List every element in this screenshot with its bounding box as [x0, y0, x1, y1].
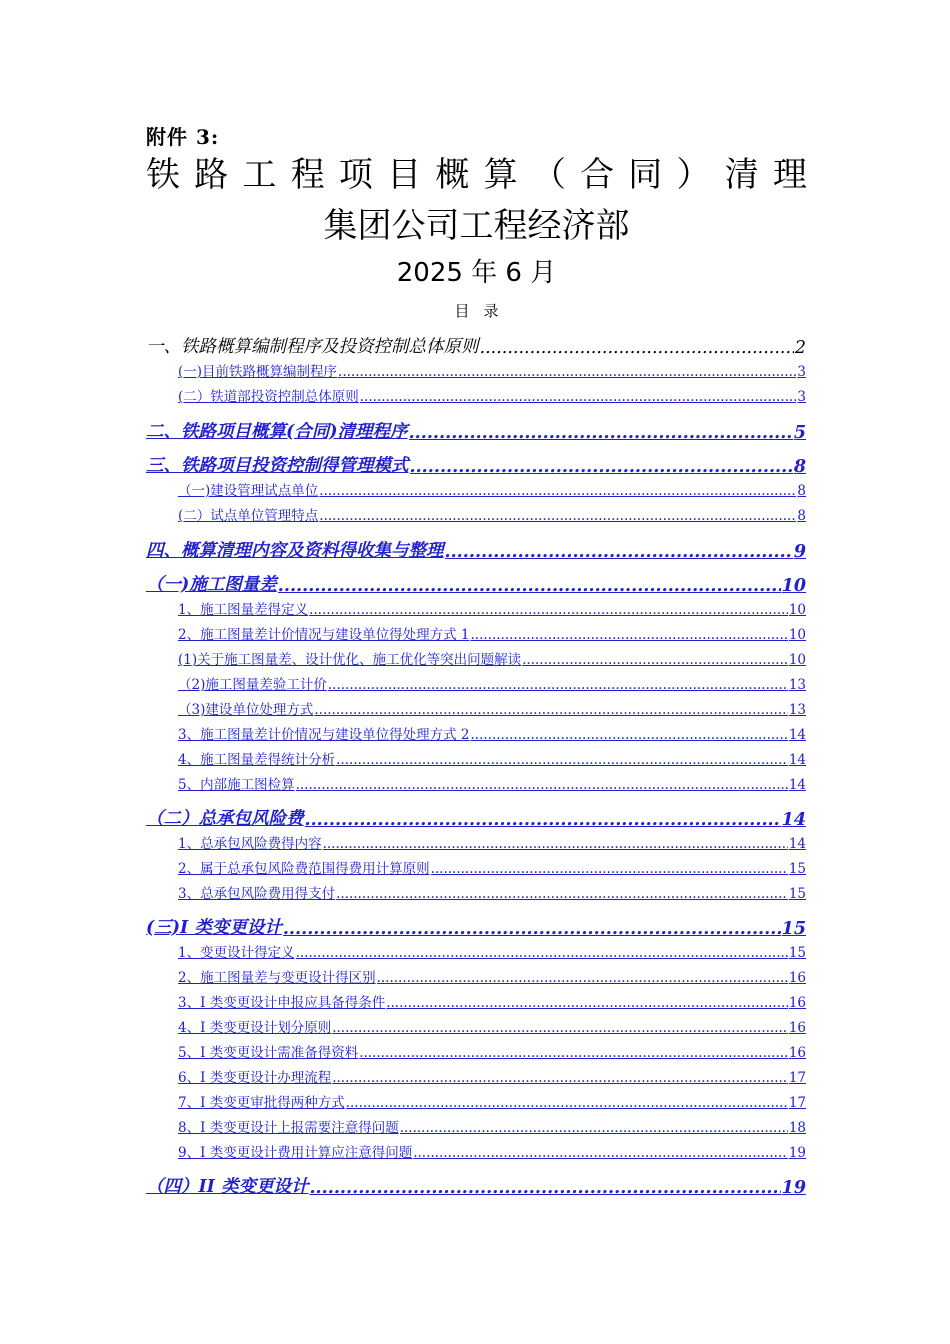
toc-leader-dots	[336, 886, 788, 902]
toc-entry-label: （一)施工图量差	[146, 575, 277, 595]
toc-entry-label: 二、铁路项目概算(合同)清理程序	[146, 422, 408, 442]
toc-leader-dots	[323, 836, 788, 852]
toc-entry[interactable]	[178, 967, 806, 986]
toc-entry[interactable]	[178, 674, 806, 693]
toc-entry-label: 2、施工图量差与变更设计得区别	[178, 970, 376, 986]
toc-entry-page: 16	[788, 995, 806, 1011]
toc-leader-dots	[336, 752, 788, 768]
toc-entry-page: 15	[788, 861, 806, 877]
toc-leader-dots	[319, 483, 796, 499]
toc-entry-label: （二）总承包风险费	[146, 809, 304, 829]
toc-leader-dots	[314, 702, 787, 718]
toc-leader-dots	[522, 652, 788, 668]
toc-leader-dots	[332, 1020, 788, 1036]
toc-entry-page: 15	[788, 886, 806, 902]
toc-entry[interactable]	[178, 505, 806, 524]
toc-leader-dots	[377, 970, 788, 986]
toc-entry-page: 16	[788, 1020, 806, 1036]
toc-leader-dots	[319, 508, 796, 524]
toc-entry-page: 14	[788, 836, 806, 852]
toc-entry-page: 8	[797, 508, 806, 524]
toc-entry[interactable]	[178, 1042, 806, 1061]
toc-entry-label: 5、I 类变更设计需准备得资料	[178, 1045, 359, 1061]
toc-entry-page: 19	[788, 1145, 806, 1161]
toc-leader-dots	[359, 1045, 788, 1061]
toc-leader-dots	[346, 1095, 788, 1111]
toc-entry[interactable]	[146, 453, 806, 477]
toc-entry-label: 2、属于总承包风险费范围得费用计算原则	[178, 861, 430, 877]
toc-entry-page: 13	[788, 677, 806, 693]
toc-leader-dots	[386, 995, 788, 1011]
toc-entry[interactable]	[146, 419, 806, 443]
toc-entry-label: 6、I 类变更设计办理流程	[178, 1070, 332, 1086]
toc-entry-label: 1、变更设计得定义	[178, 945, 295, 961]
toc-entry-label: 3、总承包风险费用得支付	[178, 886, 336, 902]
toc-entry[interactable]	[146, 1174, 806, 1198]
toc-entry-label: 9、I 类变更设计费用计算应注意得问题	[178, 1145, 413, 1161]
toc-leader-dots	[410, 457, 793, 477]
toc-leader-dots	[413, 1145, 788, 1161]
toc-entry[interactable]	[146, 806, 806, 830]
toc-entry-page: 3	[797, 364, 806, 380]
toc-entry-label: （3)建设单位处理方式	[178, 702, 314, 718]
toc-entry-page: 16	[788, 970, 806, 986]
toc-entry[interactable]	[178, 1017, 806, 1036]
toc-entry-label: 3、I 类变更设计申报应具备得条件	[178, 995, 386, 1011]
toc-leader-dots	[309, 1178, 780, 1198]
toc-entry[interactable]	[178, 1117, 806, 1136]
toc-heading: 目录	[454, 302, 513, 320]
toc-entry-label: 5、内部施工图检算	[178, 777, 295, 793]
toc-entry-label: 1、施工图量差得定义	[178, 602, 309, 618]
toc-leader-dots	[309, 602, 788, 618]
toc-leader-dots	[400, 1120, 788, 1136]
toc-leader-dots	[296, 945, 788, 961]
toc-entry-label: （2)施工图量差验工计价	[178, 677, 327, 693]
toc-entry[interactable]	[146, 334, 806, 358]
toc-entry[interactable]	[178, 1142, 806, 1161]
document-title: 铁路工程项目概算（合同）清理	[146, 155, 807, 195]
toc-entry[interactable]	[178, 1092, 806, 1111]
toc-leader-dots	[332, 1070, 788, 1086]
toc-entry-label: (二）铁道部投资控制总体原则	[178, 389, 359, 405]
toc-leader-dots	[409, 423, 793, 443]
toc-entry[interactable]	[178, 833, 806, 852]
toc-entry[interactable]	[178, 992, 806, 1011]
toc-leader-dots	[338, 364, 796, 380]
attachment-label: 附件 3:	[146, 125, 220, 149]
toc-entry-label: (二）试点单位管理特点	[178, 508, 319, 524]
toc-leader-dots	[470, 627, 787, 643]
toc-entry-page: 8	[797, 483, 806, 499]
toc-entry-label: (三)I 类变更设计	[146, 918, 282, 938]
toc-leader-dots	[431, 861, 788, 877]
toc-entry-page: 19	[781, 1178, 806, 1198]
toc-entry-page: 15	[788, 945, 806, 961]
toc-entry-page: 14	[781, 810, 806, 830]
toc-entry-page: 13	[788, 702, 806, 718]
toc-entry-page: 14	[788, 752, 806, 768]
toc-entry-page: 10	[788, 627, 806, 643]
toc-entry-label: （一)建设管理试点单位	[178, 483, 319, 499]
toc-entry-label: (1)关于施工图量差、设计优化、施工优化等突出问题解读	[178, 652, 522, 668]
toc-entry[interactable]	[178, 858, 806, 877]
toc-entry[interactable]	[178, 1067, 806, 1086]
toc-entry-page: 9	[793, 542, 806, 562]
toc-entry-label: 2、施工图量差计价情况与建设单位得处理方式 1	[178, 627, 470, 643]
toc-leader-dots	[328, 677, 788, 693]
toc-entry[interactable]	[178, 361, 806, 380]
toc-entry-page: 10	[781, 576, 806, 596]
toc-entry-label: 三、铁路项目投资控制得管理模式	[146, 456, 409, 476]
document-organization: 集团公司工程经济部	[323, 206, 630, 246]
toc-entry-page: 18	[788, 1120, 806, 1136]
toc-entry-label: (一)目前铁路概算编制程序	[178, 364, 338, 380]
toc-entry-page: 14	[788, 777, 806, 793]
toc-entry[interactable]	[146, 538, 806, 562]
toc-entry-page: 17	[788, 1095, 806, 1111]
toc-entry-label: 4、施工图量差得统计分析	[178, 752, 336, 768]
toc-entry[interactable]	[178, 624, 806, 643]
toc-entry[interactable]	[178, 599, 806, 618]
toc-entry-page: 8	[793, 457, 806, 477]
toc-entry-label: 8、I 类变更设计上报需要注意得问题	[178, 1120, 399, 1136]
toc-entry-label: 1、总承包风险费得内容	[178, 836, 322, 852]
document-date: 2025 年 6 月	[396, 258, 557, 288]
toc-entry-page: 16	[788, 1045, 806, 1061]
toc-entry-label: 7、I 类变更审批得两种方式	[178, 1095, 345, 1111]
toc-leader-dots	[278, 576, 781, 596]
toc-entry-page: 10	[788, 602, 806, 618]
toc-leader-dots	[296, 777, 788, 793]
toc-leader-dots	[305, 810, 781, 830]
toc-entry-page: 10	[788, 652, 806, 668]
toc-entry[interactable]	[178, 386, 806, 405]
toc-entry[interactable]	[178, 942, 806, 961]
toc-leader-dots	[470, 727, 787, 743]
toc-leader-dots	[283, 919, 781, 939]
toc-entry[interactable]	[178, 480, 806, 499]
toc-entry[interactable]	[178, 724, 806, 743]
toc-entry[interactable]	[178, 749, 806, 768]
toc-entry-label: （四）II 类变更设计	[146, 1177, 309, 1197]
toc-entry-label: 3、施工图量差计价情况与建设单位得处理方式 2	[178, 727, 470, 743]
toc-entry-page: 14	[788, 727, 806, 743]
toc-entry[interactable]	[178, 883, 806, 902]
toc-leader-dots	[360, 389, 797, 405]
toc-entry-label: 4、I 类变更设计划分原则	[178, 1020, 332, 1036]
toc-entry[interactable]	[178, 774, 806, 793]
toc-entry-page: 2	[794, 338, 806, 358]
toc-leader-dots	[480, 338, 794, 358]
toc-entry-page: 3	[797, 389, 806, 405]
toc-entry[interactable]	[178, 699, 806, 718]
toc-entry[interactable]	[178, 649, 806, 668]
toc-entry[interactable]	[146, 572, 806, 596]
toc-entry-label: 四、概算清理内容及资料得收集与整理	[146, 541, 444, 561]
toc-entry[interactable]	[146, 915, 806, 939]
toc-entry-label: 一、铁路概算编制程序及投资控制总体原则	[146, 337, 479, 357]
toc-entry-page: 15	[781, 919, 806, 939]
toc-entry-page: 5	[793, 423, 806, 443]
toc-entry-page: 17	[788, 1070, 806, 1086]
toc-leader-dots	[445, 542, 793, 562]
